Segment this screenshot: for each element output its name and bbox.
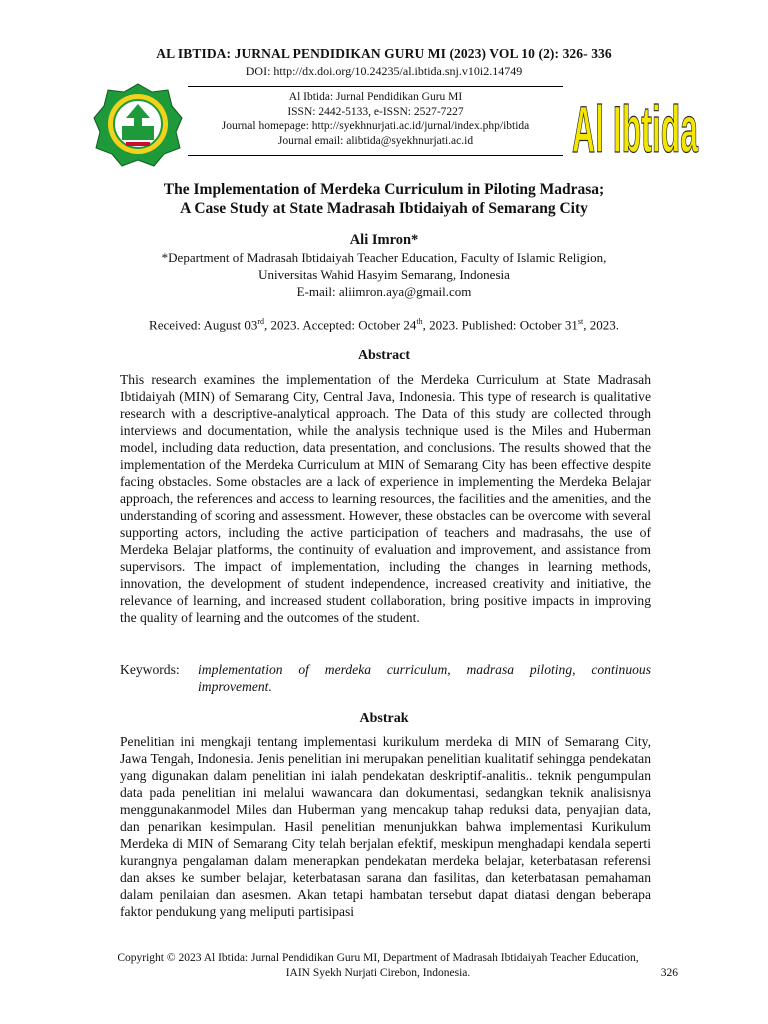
abstract-heading: Abstract [357,348,411,363]
dates-tail: , 2023. [583,317,619,333]
title-line-1: The Implementation of Merdeka Curriculum in Piloting Madrasa; [163,181,605,198]
abstrak-heading: Abstrak [359,711,409,726]
footer-line-2: IAIN Syekh Nurjati Cirebon, Indonesia. [285,967,471,979]
al-ibtida-wordmark-logo [570,82,700,158]
received-date: Received: August 03 [149,317,258,333]
journal-info-box [188,86,563,156]
keywords-block [120,661,651,695]
journal-emblem-logo [92,82,184,168]
running-head: AL IBTIDA: JURNAL PENDIDIKAN GURU MI (2023) VOL 10 (2): 326- 336 [156,46,612,61]
received-sup: rd [257,317,265,326]
affiliation-line-1: *Department of Madrasah Ibtidaiyah Teacher Education, Faculty of Islamic Religion, [161,250,607,265]
page-number: 326 [660,967,678,979]
abstrak-text: Penelitian ini mengkaji tentang implementasi kurikulum merdeka di MIN of Semarang City, Jawa Tengah, Indonesia. Jenis penelitian ini merupakan penelitian kualitatif sehingga pendekatan yang digunakan dalam penelitian ini ialah pendekatan deskriptif-analitis.. teknik pengumpulan data pada penelitian ini melalui wawancara dan dokumentasi, sedangkan teknik analisisnya menggunakanmodel Miles dan Huberman yang mencakup tahap reduksi data, penyajian data, dan penarikan kesimpulan. Hasil penelitian menunjukkan bahwa implementasi Kurikulum Merdeka di MIN of Semarang City telah berjalan efektif, meskipun menghadapi kendala seperti kurangnya pengalaman dalam menerapkan pendekatan merdeka belajar, keterbatasan referensi dan akses ke sumber belajar, keterbatasan sarana dan fasilitas, dan keterbatasan pemahaman dalam penilaian dan asesmen. Akan tetapi hambatan tersebut dapat diatasi dengan beberapa faktor pendukung yang meliputi partisipasi [120,734,651,919]
affiliation-line-2: Universitas Wahid Hasyim Semarang, Indonesia [258,267,510,282]
journal-email-link[interactable]: Journal email: alibtida@syekhnurjati.ac.id [277,134,474,147]
journal-name: Al Ibtida: Jurnal Pendidikan Guru MI [288,91,463,103]
author-name: Ali Imron* [349,232,419,248]
accepted-sup: th [416,317,423,326]
wordmark-text: Al Ibtida [572,92,699,158]
abstract-text: This research examines the implementation of the Merdeka Curriculum at State Madrasah Ibtidaiyah (MIN) of Semarang City, Central Java, Indonesia. This type of research is qualitative research with a descriptive-analytical approach. The Data of this study are collected through interviews and documentation, while the analysis technique used is the Miles and Huberman model, including data reduction, data presentation, and conclusions. The results showed that the implementation of the Merdeka Curriculum at MIN of Semarang City has been effective despite facing obstacles. Some obstacles are a lack of experience in implementing the Merdeka Belajar approach, the references and access to learning resources, the facilities and the amenities, and the understanding of scoring and assessment. However, these obstacles can be overcome with several supporting actors, including the active participation of teachers and madrasahs, the use of Merdeka Belajar platforms, the continuity of evaluation and improvement, and assistance from supervisors. The impact of implementation, including the changes in learning methods, innovation, the development of student independence, increased creativity and initiative, the relevance of learning, and increased student collaboration, bring positive impacts in improving the quality of learning and the outcomes of the student. [120,372,651,625]
keywords-label: Keywords: [120,662,180,677]
published-sup: st [577,317,584,326]
author-email[interactable]: E-mail: aliimron.aya@gmail.com [296,284,472,299]
copyright-footer [78,951,678,981]
doi-line[interactable]: DOI: http://dx.doi.org/10.24235/al.ibtida.snj.v10i2.14749 [245,64,523,78]
author-affiliation [0,249,768,300]
article-title [0,180,768,218]
title-line-2: A Case Study at State Madrasah Ibtidaiyah of Semarang City [180,200,588,217]
journal-homepage-link[interactable]: Journal homepage: http://syekhnurjati.ac.id/jurnal/index.php/ibtida [221,120,530,132]
accepted-date: , 2023. Accepted: October 24 [264,317,417,333]
journal-issn: ISSN: 2442-5133, e-ISSN: 2527-7227 [287,105,464,118]
article-dates [0,317,768,333]
published-date: , 2023. Published: October 31 [422,317,578,333]
keywords-text: implementation of merdeka curriculum, madrasa piloting, continuous improvement. [198,662,651,694]
footer-line-1: Copyright © 2023 Al Ibtida: Jurnal Pendidikan Guru MI, Department of Madrasah Ibtidaiyah Teacher Education, [117,952,639,964]
